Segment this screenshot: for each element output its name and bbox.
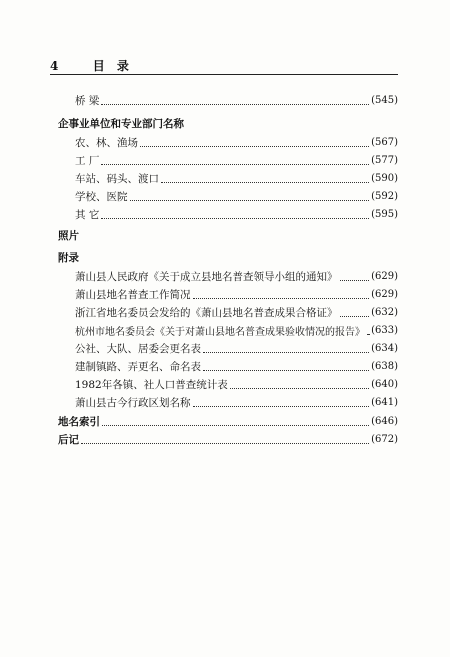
dot-leader [340, 271, 370, 281]
toc-entry-page: (577) [371, 154, 398, 166]
toc-entry[interactable] [0, 358, 450, 374]
toc-entry-page: (641) [371, 396, 398, 408]
dot-leader [140, 137, 369, 147]
dot-leader [102, 416, 369, 426]
dot-leader [203, 343, 369, 353]
toc-entry-title: 萧山县地名普查工作简况 [75, 288, 191, 301]
toc-entry-page: (634) [371, 342, 398, 354]
toc-entry[interactable] [0, 304, 450, 320]
dot-leader [193, 397, 370, 407]
toc-entry-title: 农、林、渔场 [75, 136, 138, 149]
header-page-number: 4 [50, 59, 63, 73]
toc-entry[interactable] [0, 340, 450, 356]
toc-entry-title: 地名索引 [58, 415, 100, 428]
toc-entry[interactable] [0, 322, 450, 338]
toc-entry-page: (567) [371, 136, 398, 148]
dot-leader [367, 325, 369, 335]
toc-entry-page: (595) [371, 208, 398, 220]
toc-entry-postscript[interactable] [0, 431, 450, 447]
toc-entry-page: (629) [371, 288, 398, 300]
toc-entry-title: 萧山县古今行政区划名称 [75, 396, 191, 409]
dot-leader [101, 95, 369, 105]
toc-entry[interactable] [0, 376, 450, 392]
dot-leader [203, 361, 369, 371]
toc-entry-title: 公社、大队、居委会更名表 [75, 342, 201, 355]
page-header [50, 57, 395, 74]
toc-entry[interactable] [0, 134, 450, 150]
toc-entry-title: 建制镇路、弄更名、命名表 [75, 360, 201, 373]
toc-entry[interactable] [0, 170, 450, 186]
toc-entry-title: 萧山县人民政府《关于成立县地名普查领导小组的通知》 [75, 270, 338, 283]
toc-entry-page: (646) [371, 415, 398, 427]
toc-entry-page: (633) [371, 324, 398, 336]
toc-entry-title: 桥 梁 [75, 94, 100, 107]
section-heading-appendix: 附录 [58, 252, 79, 264]
toc-entry-title: 工 厂 [75, 154, 100, 167]
toc-entry-page: (640) [371, 378, 398, 390]
toc-entry[interactable] [0, 394, 450, 410]
dot-leader [161, 173, 369, 183]
toc-entry-title: 浙江省地名委员会发给的《萧山县地名普查成果合格证》 [75, 306, 338, 319]
toc-entry-page: (629) [371, 270, 398, 282]
toc-entry-title: 杭州市地名委员会《关于对萧山县地名普查成果验收情况的报告》 [75, 326, 365, 338]
dot-leader [81, 434, 369, 444]
toc-entry-title: 1982年各镇、社人口普查统计表 [75, 378, 228, 391]
toc-entry[interactable] [0, 188, 450, 204]
toc-entry[interactable] [0, 152, 450, 168]
toc-entry[interactable] [0, 206, 450, 222]
toc-entry-title: 后记 [58, 433, 79, 446]
toc-entry-index[interactable] [0, 413, 450, 429]
dot-leader [340, 307, 370, 317]
toc-entry[interactable] [0, 268, 450, 284]
toc-entry-title: 学校、医院 [75, 190, 128, 203]
toc-entry-page: (590) [371, 172, 398, 184]
toc-entry-page: (638) [371, 360, 398, 372]
toc-entry-page: (672) [371, 433, 398, 445]
dot-leader [101, 155, 369, 165]
toc-entry-bridges[interactable] [0, 92, 450, 108]
toc-entry-page: (592) [371, 190, 398, 202]
toc-entry-title: 其 它 [75, 208, 100, 221]
header-title: 目 录 [92, 59, 133, 73]
dot-leader [130, 191, 370, 201]
toc-entry[interactable] [0, 286, 450, 302]
toc-entry-page: (545) [371, 94, 398, 106]
dot-leader [101, 209, 369, 219]
toc-entry-title: 车站、码头、渡口 [75, 172, 159, 185]
header-rule [50, 74, 398, 75]
toc-entry-page: (632) [371, 306, 398, 318]
dot-leader [193, 289, 370, 299]
section-heading-photos: 照片 [58, 230, 79, 242]
section-heading-enterprise: 企事业单位和专业部门名称 [58, 118, 184, 130]
dot-leader [230, 379, 369, 389]
